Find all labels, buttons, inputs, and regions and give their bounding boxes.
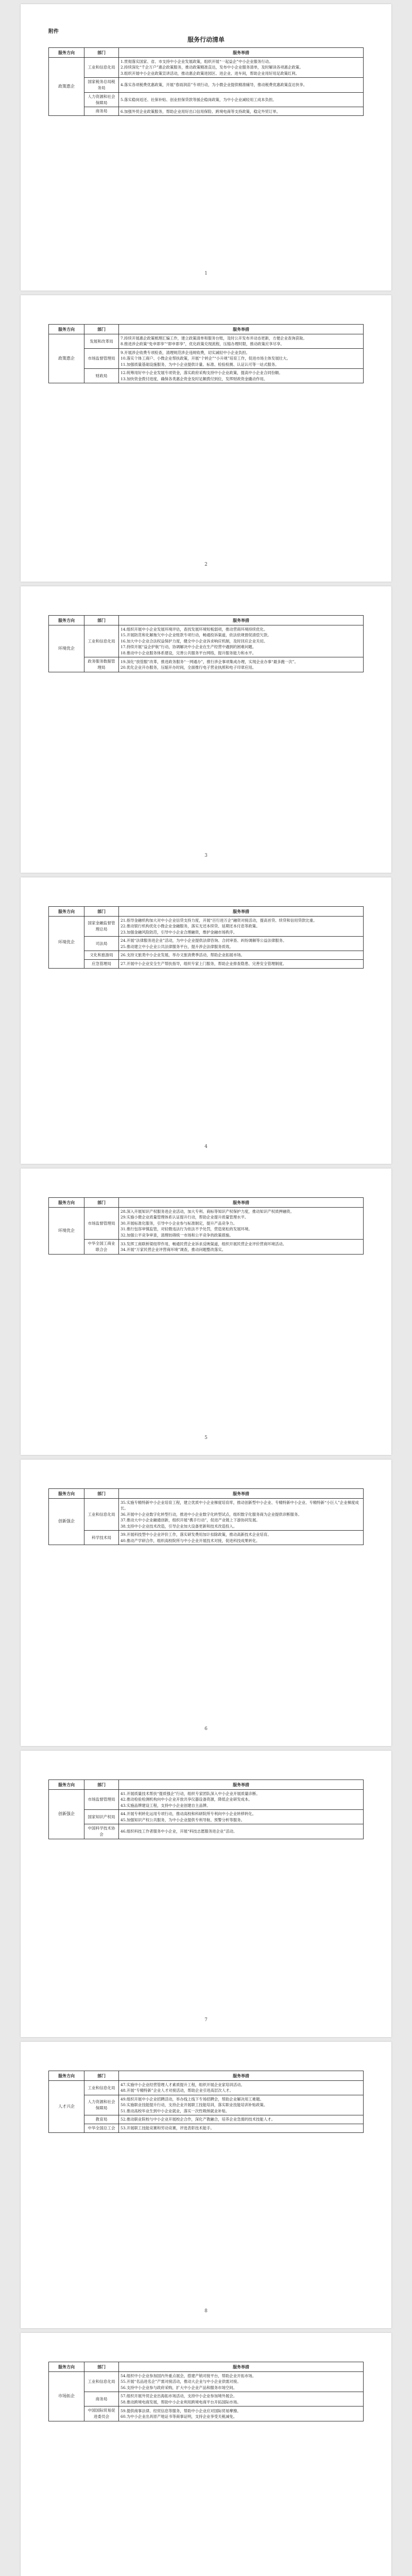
column-header: 部门 [84, 616, 119, 625]
table-row [49, 2081, 364, 2095]
table-row [49, 78, 364, 93]
service-measure: 55.开展“名品进名企”产需对接活动，推动大企业与中小企业供需对接。 [121, 2379, 241, 2384]
service-measure: 44.开展专利转化运用专项行动，推动高校和科研院所专利向中小企业转移转化。 [121, 1811, 256, 1817]
service-measures-cell [119, 1810, 364, 1824]
page-1 [21, 4, 391, 291]
service-direction-cell: 创新强企 [49, 1499, 84, 1545]
department-cell: 国家金融监督管理总局 [84, 917, 119, 937]
service-measures-cell [119, 92, 364, 107]
service-measure: 41.开展质量技术帮扶“提质强企”行动，组织专家团队深入中小企业开展质量诊断。 [121, 1791, 260, 1796]
page-number: 7 [204, 2018, 208, 2023]
column-header: 服务方向 [49, 616, 84, 625]
column-header: 部门 [84, 1198, 119, 1208]
header-row [49, 1489, 364, 1499]
header-row [49, 616, 364, 625]
service-measure: 60.为中小企业出具原产地证书等商事证明，支持企业享受关税减免。 [121, 2414, 237, 2419]
service-measure: 42.推动检验检测机构向中小企业开放共享仪器设备资源，降低企业研发成本。 [121, 1797, 252, 1802]
page-number: 1 [204, 271, 208, 276]
column-header: 服务举措 [119, 1780, 364, 1790]
department-cell: 市场监督管理局 [84, 348, 119, 368]
service-measure: 43.实施品牌建设工程，支持中小企业创建自主品牌。 [121, 1803, 211, 1808]
column-header: 服务举措 [119, 907, 364, 917]
service-table [48, 615, 364, 672]
page-number: 4 [204, 1144, 208, 1149]
service-measure: 57.组织开展外贸企业出海拓市场活动，支持中小企业参加境外展会。 [121, 2394, 237, 2399]
table-row [49, 2124, 364, 2133]
service-direction-cell: 创新强企 [49, 1790, 84, 1839]
department-cell: 工业和信息化局 [84, 58, 119, 78]
service-measure: 15.开展防范和化解拖欠中小企业账款专项行动，畅通投诉渠道，依法依规督促清偿欠款。 [121, 633, 271, 638]
service-measure: 32.加强公平竞争审查，清理妨碍统一市场和公平竞争的政策措施。 [121, 1232, 233, 1238]
column-header: 服务方向 [49, 1489, 84, 1499]
table-row [49, 1810, 364, 1824]
department-cell: 应急管理局 [84, 960, 119, 969]
department-cell: 中华全国工商业联合会 [84, 1240, 119, 1255]
service-measures-cell [119, 58, 364, 78]
header-row [49, 2362, 364, 2372]
service-measures-cell [119, 657, 364, 672]
attachment-label: 附件 [48, 29, 59, 35]
table-row [49, 1240, 364, 1255]
column-header: 服务方向 [49, 2071, 84, 2081]
service-direction-cell: 政策惠企 [49, 334, 84, 383]
page-number: 6 [204, 1726, 208, 1732]
service-measure: 10.落实个体工商户、小微企业帮扶政策，开展“个转企”“小升规”培育工作，促进市场主体发展壮大。 [121, 356, 290, 361]
column-header: 服务举措 [119, 616, 364, 625]
table-row [49, 1499, 364, 1531]
service-measures-cell [119, 951, 364, 960]
service-measure: 16.加大中小企业合法权益保护力度，健全中小企业诉求响应机制，及时回应企业关切。 [121, 638, 268, 643]
service-measure: 12.统筹用好中小企业发展专项资金，落实政府采购支持中小企业政策，提高中小企业合同份额。 [121, 370, 283, 376]
column-header: 部门 [84, 907, 119, 917]
service-measure: 58.推动跨境电商发展，帮助中小企业利用跨境电商平台开拓国际市场。 [121, 2399, 241, 2404]
service-measure: 29.实施小微企业质量管理体系认证提升行动，帮助企业提升质量管理水平。 [121, 1215, 249, 1220]
service-measure: 22.推动银行机构优化小微企业金融服务，落实无还本续贷、延期还本付息等政策。 [121, 924, 260, 929]
service-measure: 26.支持文旅类中小企业发展，举办文旅消费季活动，帮助企业拓展市场。 [121, 953, 245, 958]
page-9 [21, 2333, 391, 2576]
header-row [49, 1198, 364, 1208]
service-measures-cell [119, 2095, 364, 2115]
service-measure: 4.落实各项税费优惠政策，开展“春雨润苗”专项行动，为小微企业提供精准辅导，推动税费优惠政策直达快享。 [121, 82, 307, 88]
page-8 [21, 2042, 391, 2328]
service-table [48, 1488, 364, 1545]
service-table [48, 1780, 364, 1839]
table-row [49, 107, 364, 116]
service-measure: 2.持续深化“千企万户”惠企政策服务，推动政策精准直达，发布中小企业服务清单，及时解读各项惠企政策。 [121, 65, 303, 70]
service-measure: 25.推动建立中小企业公共法律服务平台，提升涉企法律服务质效。 [121, 944, 233, 949]
header-row [49, 1780, 364, 1790]
service-measure: 51.推动高校毕业生到中小企业就业，落实一次性吸纳就业补贴。 [121, 2108, 230, 2113]
service-measure: 23.加强金融风险防范，引导中小企业合理融资，维护金融市场秩序。 [121, 929, 237, 935]
service-measures-cell [119, 369, 364, 383]
service-measures-cell [119, 2406, 364, 2421]
service-direction-cell: 环境优企 [49, 625, 84, 672]
service-table [48, 47, 364, 116]
column-header: 部门 [84, 325, 119, 334]
service-measure: 49.组织开展中小企业招聘活动，举办线上线下专场招聘会，帮助企业解决用工难题。 [121, 2096, 264, 2102]
department-cell: 工业和信息化局 [84, 2081, 119, 2095]
service-measure: 48.开展“专精特新”企业人才对接活动，帮助企业引进高层次人才。 [121, 2088, 233, 2093]
column-header: 服务举措 [119, 1489, 364, 1499]
table-row [49, 937, 364, 951]
service-measure: 37.推动大中小企业融通创新，组织开展“携手行动”，促进产业链上下游协同发展。 [121, 1518, 260, 1523]
service-measure: 1.贯彻落实国家、省、市支持中小企业发展政策，组织开展“一起益企”中小企业服务行动。 [121, 59, 273, 64]
service-measures-cell [119, 1531, 364, 1545]
service-measure: 31.推行包容审慎监管，对轻微违法行为依法不予处罚，营造宽松的发展环境。 [121, 1227, 252, 1232]
service-table [48, 2362, 364, 2421]
department-cell: 司法局 [84, 937, 119, 951]
page-number: 3 [204, 853, 208, 858]
header-row [49, 2071, 364, 2081]
table-row [49, 1531, 364, 1545]
service-measure: 3.组织开展中小企业政策宣讲活动，推动惠企政策进园区、进企业、进车间，帮助企业用好用足政策红利。 [121, 71, 300, 76]
service-measure: 24.开展“法律服务进企业”活动，为中小企业提供法律咨询、合同审查、纠纷调解等公益法律服务。 [121, 938, 287, 943]
department-cell: 工业和信息化局 [84, 625, 119, 657]
page-5 [21, 1168, 391, 1455]
service-measures-cell [119, 1790, 364, 1810]
page-7 [21, 1751, 391, 2037]
column-header: 服务举措 [119, 325, 364, 334]
service-measure: 50.实施职业技能提升行动，支持企业开展职工技能培训，落实职业技能培训补贴政策。 [121, 2103, 268, 2108]
department-cell: 政务服务数据管理局 [84, 657, 119, 672]
department-cell: 中国国际贸易促进委员会 [84, 2406, 119, 2421]
service-measure: 53.开展职工技能竞赛和劳动竞赛，评选表彰技术能手。 [121, 2126, 214, 2131]
column-header: 部门 [84, 1489, 119, 1499]
department-cell: 文化和旅游局 [84, 951, 119, 960]
department-cell: 发展和改革局 [84, 334, 119, 349]
service-measures-cell [119, 2115, 364, 2124]
table-row [49, 625, 364, 657]
column-header: 服务方向 [49, 48, 84, 58]
department-cell: 国家税务总局税务局 [84, 78, 119, 93]
column-header: 服务举措 [119, 2362, 364, 2372]
service-measure: 36.开展中小企业数字化转型行动，推进中小企业数字化转型试点，组织数字化服务商为企业提供诊断服务。 [121, 1512, 302, 1517]
service-measures-cell [119, 2392, 364, 2406]
service-measure: 14.组织开展中小企业发展环境评估，查找发展环境短板弱项，推动营商环境持续优化。 [121, 627, 268, 632]
service-measures-cell [119, 348, 364, 368]
table-row [49, 2372, 364, 2392]
service-measure: 38.支持中小企业技术改造，引导企业加大设备更新和技术改造投入。 [121, 1523, 237, 1529]
service-measure: 46.组织科技工作者服务中小企业，开展“科技志愿服务进企业”活动。 [121, 1829, 237, 1834]
page-number: 8 [204, 2309, 208, 2314]
page-number: 2 [204, 562, 208, 567]
table-row [49, 92, 364, 107]
service-measure: 19.深化“放管服”改革，推进政务服务“一网通办”，推行涉企事项集成办理，实现企业办事“最多跑一次”。 [121, 659, 298, 664]
service-direction-cell: 环境优企 [49, 917, 84, 969]
service-table [48, 1197, 364, 1255]
service-measure: 11.加强质量基础设施服务，为中小企业提供计量、标准、检验检测、认证认可等一站式服务。 [121, 362, 279, 367]
department-cell: 工业和信息化局 [84, 1499, 119, 1531]
table-row [49, 2392, 364, 2406]
table-row [49, 1824, 364, 1839]
service-measure: 54.组织中小企业参加国内外重点展会，搭建产销对接平台，帮助企业开拓市场。 [121, 2374, 256, 2378]
service-measure: 13.加快资金拨付进度，确保各类惠企资金及时足额拨付到位，发挥财政资金撬动作用。 [121, 376, 268, 381]
service-measures-cell [119, 2372, 364, 2392]
table-row [49, 1790, 364, 1810]
service-measure: 17.持续开展“益企护航”行动，协调解决中小企业在生产经营中遇到的困难问题。 [121, 645, 256, 650]
table-row [49, 917, 364, 937]
service-measures-cell [119, 960, 364, 969]
column-header: 服务举措 [119, 2071, 364, 2081]
column-header: 部门 [84, 1780, 119, 1790]
table-row [49, 951, 364, 960]
service-measures-cell [119, 937, 364, 951]
page-3 [21, 586, 391, 873]
table-row [49, 2115, 364, 2124]
department-cell: 中国科学技术协会 [84, 1824, 119, 1839]
service-measures-cell [119, 107, 364, 116]
service-direction-cell: 人才兴企 [49, 2081, 84, 2133]
department-cell: 市场监督管理局 [84, 1790, 119, 1810]
table-row [49, 657, 364, 672]
service-measure: 40.推动产学研合作，组织高校院所与中小企业开展技术对接，促进科技成果转化。 [121, 1538, 260, 1543]
service-measure: 7.持续开展惠企政策梳理汇编工作，建立政策清单和服务台账，及时公开发布并动态更新，方便企业查询获取。 [121, 336, 307, 341]
service-table [48, 324, 364, 383]
department-cell: 人力资源和社会保障局 [84, 2095, 119, 2115]
service-direction-cell: 环境优企 [49, 1208, 84, 1255]
service-measure: 9.开展涉企收费专项检查，清理规范涉企违规收费，切实减轻中小企业负担。 [121, 350, 250, 355]
department-cell: 商务局 [84, 107, 119, 116]
department-cell: 科学技术局 [84, 1531, 119, 1545]
service-direction-cell: 市场拓企 [49, 2372, 84, 2421]
service-measures-cell [119, 1499, 364, 1531]
service-measures-cell [119, 2081, 364, 2095]
document-title: 服务行动清单 [187, 36, 225, 43]
service-measure: 33.发挥工商联桥梁纽带作用，畅通民营企业诉求反映渠道，组织开展民营企业评价营商环境活动。 [121, 1241, 287, 1246]
service-measure: 8.推进涉企政策“免申即享”“即申即享”，优化政策兑现流程，压缩办理时限，推动政策应享尽享。 [121, 342, 284, 347]
column-header: 服务方向 [49, 2362, 84, 2372]
column-header: 服务方向 [49, 1780, 84, 1790]
service-measure: 27.开展中小企业安全生产帮扶指导，组织专家上门服务，帮助企业排查隐患、完善安全管理制度。 [121, 961, 287, 967]
column-header: 服务举措 [119, 48, 364, 58]
department-cell: 国家知识产权局 [84, 1810, 119, 1824]
service-measure: 47.实施中小企业经营管理人才素质提升工程，组织开展企业家培训活动。 [121, 2082, 245, 2087]
page-number: 5 [204, 1435, 208, 1440]
service-measure: 5.落实稳岗返还、社保补贴、创业担保贷款等援企稳岗政策，为中小企业减轻用工成本负担。 [121, 97, 277, 102]
service-measure: 45.加强知识产权公共服务，为中小企业提供专利导航、预警分析等服务。 [121, 1817, 245, 1822]
table-row [49, 334, 364, 349]
table-row [49, 2095, 364, 2115]
service-measure: 30.开展标准化服务，引导中小企业参与标准制定，提升产品竞争力。 [121, 1221, 237, 1226]
column-header: 部门 [84, 2362, 119, 2372]
service-measure: 21.指导金融机构加大对中小企业信贷支持力度，开展“百行进万企”融资对接活动，提高首贷、续贷和信用贷款比重。 [121, 918, 317, 923]
service-measure: 20.优化企业开办服务，压缩开办时间，全面推行电子营业执照和电子印章应用。 [121, 665, 256, 670]
table-row [49, 1208, 364, 1240]
service-measures-cell [119, 78, 364, 93]
page-4 [21, 877, 391, 1164]
department-cell: 工业和信息化局 [84, 2372, 119, 2392]
table-row [49, 960, 364, 969]
service-measure: 52.推动职业院校与中小企业开展校企合作，深化产教融合，培养企业急需的技术技能人才。 [121, 2117, 275, 2122]
page-2 [21, 295, 391, 582]
service-table [48, 906, 364, 969]
department-cell: 商务局 [84, 2392, 119, 2406]
department-cell: 中华全国总工会 [84, 2124, 119, 2133]
table-row [49, 2406, 364, 2421]
header-row [49, 48, 364, 58]
column-header: 部门 [84, 2071, 119, 2081]
table-row [49, 369, 364, 383]
service-measures-cell [119, 625, 364, 657]
header-row [49, 907, 364, 917]
service-measure: 56.支持中小企业参与政府采购，扩大中小企业产品和服务市场空间。 [121, 2385, 237, 2390]
column-header: 部门 [84, 48, 119, 58]
service-measure: 39.开展科技型中小企业评价工作，落实研发费用加计扣除政策，推动高新技术企业培育。 [121, 1532, 271, 1537]
column-header: 服务方向 [49, 907, 84, 917]
column-header: 服务方向 [49, 325, 84, 334]
column-header: 服务方向 [49, 1198, 84, 1208]
service-measures-cell [119, 1208, 364, 1240]
header-row [49, 325, 364, 334]
service-measure: 6.加强外贸企业政策服务，帮助企业用好出口信用保险、跨境电商等支持政策，稳定外贸订单。 [121, 109, 281, 114]
service-measures-cell [119, 1824, 364, 1839]
department-cell: 市场监督管理局 [84, 1208, 119, 1240]
department-cell: 人力资源和社会保障局 [84, 92, 119, 107]
table-row [49, 58, 364, 78]
department-cell: 财政局 [84, 369, 119, 383]
service-measure: 18.推动中小企业服务体系建设，完善公共服务平台网络，提升服务能力和水平。 [121, 650, 256, 655]
department-cell: 教育局 [84, 2115, 119, 2124]
page-6 [21, 1460, 391, 1746]
service-direction-cell: 政策惠企 [49, 58, 84, 116]
service-measures-cell [119, 2124, 364, 2133]
service-measure: 34.开展“万家民营企业评营商环境”调查，推动问题整改落实。 [121, 1247, 226, 1252]
service-measures-cell [119, 917, 364, 937]
service-measure: 59.提供商事法律、经贸信息等服务，帮助中小企业应对国际贸易摩擦。 [121, 2408, 241, 2413]
table-row [49, 348, 364, 368]
service-table [48, 2071, 364, 2133]
column-header: 服务举措 [119, 1198, 364, 1208]
service-measures-cell [119, 334, 364, 349]
service-measure: 28.深入开展知识产权服务进企业活动，加大专利、商标等知识产权保护力度，推动知识产权质押融资。 [121, 1209, 294, 1214]
service-measure: 35.实施专精特新中小企业培育工程，建立优质中小企业梯度培育库，推动创新型中小企业、专精特新中小企业、专精特新“小巨人”企业梯度成长。 [121, 1500, 359, 1511]
service-measures-cell [119, 1240, 364, 1255]
